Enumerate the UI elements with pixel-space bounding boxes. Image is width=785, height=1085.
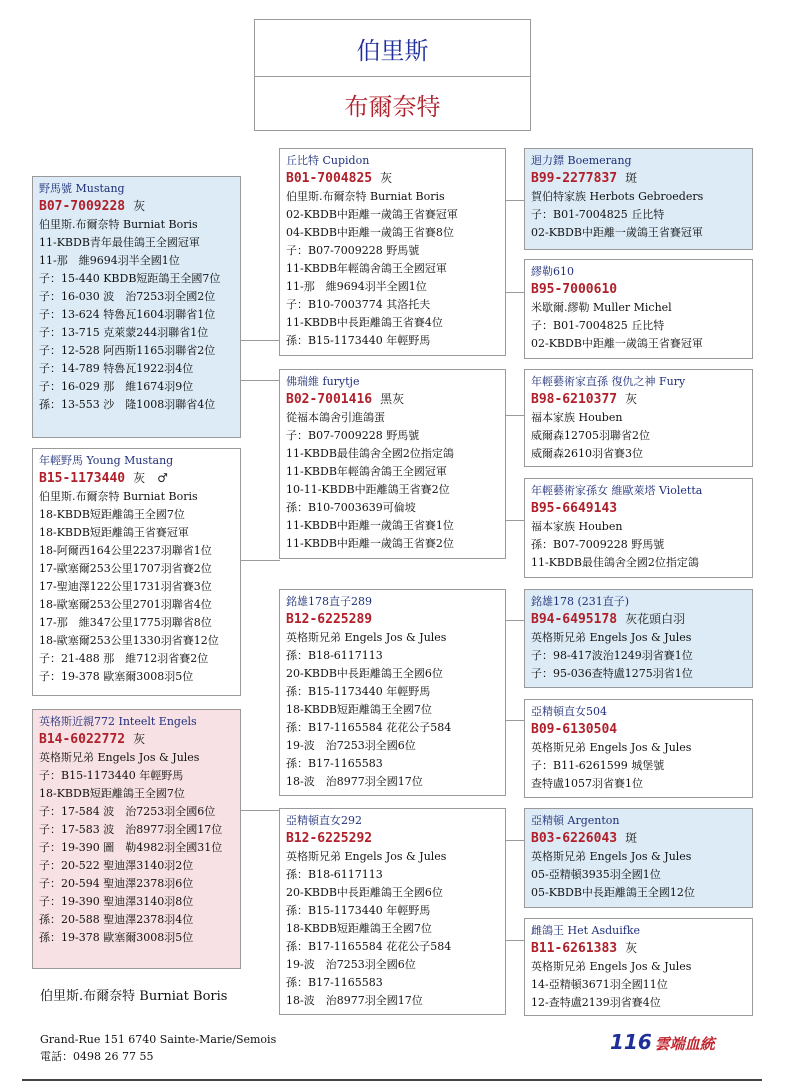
pigeon-ring <box>286 169 500 188</box>
ring-number: B11-6261383 <box>531 941 618 956</box>
info-line: 孫：19-378 歐塞爾3008羽5位 <box>39 931 194 944</box>
connector <box>505 292 525 293</box>
info-line: 17-那 維347公里1775羽聯省8位 <box>39 616 212 629</box>
info-line: 英格斯兄弟 Engels Jos & Jules <box>531 850 692 863</box>
young-mustang-card <box>32 448 241 696</box>
info-line: 11-那 維9694羽半全國1位 <box>39 254 180 267</box>
info-line: 11-KBDB年輕鴿舍鴿王全國冠軍 <box>286 262 447 275</box>
info-line: 孫：B18-6117113 <box>286 868 383 881</box>
info-line: 福本家族 Houben <box>531 411 623 424</box>
info-line: 子：98-417波治1249羽省賽1位 <box>531 649 693 662</box>
pigeon-name: 年輕野馬 Young Mustang <box>39 454 174 467</box>
info-line: 孫：B17-1165583 <box>286 976 383 989</box>
info-line: 子：17-583 波 治8977羽全國17位 <box>39 823 223 836</box>
pigeon-ring <box>531 499 747 518</box>
pigeon-name: 野馬號 Mustang <box>39 182 125 195</box>
pigeon-name: 繆勒610 <box>531 265 574 278</box>
info-line: 子：13-624 特魯瓦1604羽聯省1位 <box>39 308 216 321</box>
info-line: 02-KBDB中距離一歲鴿王省賽冠軍 <box>531 337 703 350</box>
info-line: 子：95-036查特盧1275羽省1位 <box>531 667 693 680</box>
ring-number: B94-6495178 <box>531 612 618 627</box>
info-line: 英格斯兄弟 Engels Jos & Jules <box>531 960 692 973</box>
pigeon-color: 黑灰 <box>380 392 405 406</box>
title-box <box>254 19 531 131</box>
info-line: 威爾森2610羽省賽3位 <box>531 447 643 460</box>
pigeon-color: 灰 <box>133 199 146 213</box>
connector <box>240 340 280 341</box>
ring-number: B12-6225289 <box>286 612 373 627</box>
info-line: 14-亞精頓3671羽全國11位 <box>531 978 668 991</box>
info-line: 18-KBDB短距離鴿王省賽冠軍 <box>39 526 189 539</box>
pigeon-ring <box>39 469 235 488</box>
connector <box>505 840 525 841</box>
info-line: 英格斯兄弟 Engels Jos & Jules <box>286 631 447 644</box>
pigeon-color: 灰 <box>380 171 393 185</box>
info-line: 子：16-029 那 維1674羽9位 <box>39 380 194 393</box>
ring-number: B99-2277837 <box>531 171 618 186</box>
info-line: 子：16-030 波 治7253羽全國2位 <box>39 290 216 303</box>
connector <box>240 810 280 811</box>
pigeon-name: 亞精頓直女292 <box>286 814 362 827</box>
info-line: 17-聖迪澤122公里1731羽省賽3位 <box>39 580 212 593</box>
info-line: 英格斯兄弟 Engels Jos & Jules <box>531 741 692 754</box>
info-line: 20-KBDB中長距離鴿王全國6位 <box>286 667 443 680</box>
ring-number: B14-6022772 <box>39 732 126 747</box>
info-line: 11-KBDB中距離一歲鴿王省賽2位 <box>286 537 454 550</box>
pigeon-ring <box>39 730 235 749</box>
sire-sire-card <box>524 148 753 250</box>
info-line: 福本家族 Houben <box>531 520 623 533</box>
info-line: 子：14-789 特魯瓦1922羽4位 <box>39 362 194 375</box>
info-line: 子：15-440 KBDB短距鴿王全國7位 <box>39 272 221 285</box>
info-line: 11-那 維9694羽半全國1位 <box>286 280 427 293</box>
info-line: 11-KBDB中距離一歲鴿王省賽1位 <box>286 519 454 532</box>
ring-number: B95-7000610 <box>531 282 618 297</box>
info-line: 18-歐塞爾253公里2701羽聯省4位 <box>39 598 212 611</box>
info-line: 子：B15-1173440 年輕野馬 <box>39 769 184 782</box>
logo-number: 116 <box>610 1030 652 1054</box>
footer-divider <box>22 1079 762 1081</box>
info-line: 孫：B17-1165584 花花公子584 <box>286 721 452 734</box>
info-line: 孫：B10-7003639可倫坡 <box>286 501 416 514</box>
info-line: 11-KBDB年輕鴿舍鴿王全國冠軍 <box>286 465 447 478</box>
info-line: 10-11-KBDB中距離鴿王省賽2位 <box>286 483 450 496</box>
pigeon-name: 佛瑞維 furytje <box>286 375 360 388</box>
info-line: 伯里斯.布爾奈特 Burniat Boris <box>39 490 198 503</box>
pigeon-color: 斑 <box>625 171 638 185</box>
info-line: 19-波 治7253羽全國6位 <box>286 739 416 752</box>
maternal-sire-card <box>279 589 506 796</box>
pigeon-name: 迴力鏢 Boemerang <box>531 154 632 167</box>
pigeon-name: 亞精頓直女504 <box>531 705 607 718</box>
info-line: 孫：B15-1173440 年輕野馬 <box>286 334 431 347</box>
sire-card <box>279 148 506 356</box>
title-last-name: 布爾奈特 <box>344 93 441 121</box>
info-line: 子：19-378 歐塞爾3008羽5位 <box>39 670 194 683</box>
ring-number: B98-6210377 <box>531 392 618 407</box>
info-line: 05-KBDB中長距離鴿王全國12位 <box>531 886 695 899</box>
info-line: 11-KBDB中長距離鴿王省賽4位 <box>286 316 443 329</box>
info-line: 米歇爾.繆勒 Muller Michel <box>531 301 672 314</box>
maternal-sire-dam-card <box>524 699 753 798</box>
brand-logo <box>610 1030 715 1054</box>
subject-pigeon-card <box>32 176 241 438</box>
info-line: 05-亞精頓3935羽全國1位 <box>531 868 661 881</box>
maternal-dam-dam-card <box>524 918 753 1016</box>
pigeon-name: 年輕藝術家直孫 復仇之神 Fury <box>531 375 686 388</box>
pigeon-name: 銘雄178直子289 <box>286 595 372 608</box>
pigeon-name: 英格斯近親772 Inteelt Engels <box>39 715 197 728</box>
pigeon-ring <box>531 280 747 299</box>
info-line: 子：12-528 阿西斯1165羽聯省2位 <box>39 344 216 357</box>
title-first-name: 伯里斯 <box>255 20 530 77</box>
pigeon-ring <box>286 390 500 409</box>
pigeon-name: 亞精頓 Argenton <box>531 814 620 827</box>
info-line: 18-阿爾西164公里2237羽聯省1位 <box>39 544 212 557</box>
pigeon-color: 灰花頭白羽 <box>625 612 686 626</box>
ring-number: B95-6649143 <box>531 501 618 516</box>
info-line: 18-KBDB短距離鴿王全國7位 <box>286 703 432 716</box>
pigeon-name: 雌鴿王 Het Asduifke <box>531 924 640 937</box>
address-line: Grand-Rue 151 6740 Sainte-Marie/Semois <box>40 1033 277 1046</box>
info-line: 子：B07-7009228 野馬號 <box>286 429 420 442</box>
info-line: 孫：B15-1173440 年輕野馬 <box>286 685 431 698</box>
info-line: 02-KBDB中距離一歲鴿王省賽冠軍 <box>531 226 703 239</box>
info-line: 威爾森12705羽聯省2位 <box>531 429 650 442</box>
ring-number: B09-6130504 <box>531 722 618 737</box>
ring-number: B07-7009228 <box>39 199 126 214</box>
info-line: 18-歐塞爾253公里1330羽省賽12位 <box>39 634 219 647</box>
owner-name: 伯里斯.布爾奈特 Burniat Boris <box>40 989 228 1004</box>
info-line: 子：17-584 波 治7253羽全國6位 <box>39 805 216 818</box>
info-line: 18-波 治8977羽全國17位 <box>286 775 423 788</box>
pigeon-color: 斑 <box>625 831 638 845</box>
info-line: 子：13-715 克萊蒙244羽聯省1位 <box>39 326 209 339</box>
pigeon-name: 年輕藝術家孫女 維歐萊塔 Violetta <box>531 484 703 497</box>
connector <box>505 520 525 521</box>
info-line: 孫：B17-1165583 <box>286 757 383 770</box>
info-line: 孫：B17-1165584 花花公子584 <box>286 940 452 953</box>
info-line: 子：B07-7009228 野馬號 <box>286 244 420 257</box>
pigeon-ring <box>39 197 235 216</box>
info-line: 孫：B07-7009228 野馬號 <box>531 538 665 551</box>
connector <box>505 720 525 721</box>
info-line: 18-波 治8977羽全國17位 <box>286 994 423 1007</box>
owner-contact <box>40 1031 276 1065</box>
pigeon-ring <box>286 610 500 629</box>
info-line: 子：B10-7003774 其洛托夫 <box>286 298 431 311</box>
info-line: 孫：B18-6117113 <box>286 649 383 662</box>
info-line: 子：B01-7004825 丘比特 <box>531 319 665 332</box>
maternal-dam-parent-card <box>279 808 506 1015</box>
info-line: 孫：13-553 沙 隆1008羽聯省4位 <box>39 398 216 411</box>
pigeon-name: 銘雄178 (231直子) <box>531 595 630 608</box>
dam-sire-card <box>524 369 753 467</box>
info-line: 子：19-390 聖迪澤3140羽8位 <box>39 895 194 908</box>
ring-number: B03-6226043 <box>531 831 618 846</box>
pigeon-ring <box>531 720 747 739</box>
ring-number: B12-6225292 <box>286 831 373 846</box>
info-line: 子：19-390 圖 勒4982羽全國31位 <box>39 841 223 854</box>
info-line: 子：20-594 聖迪澤2378羽6位 <box>39 877 194 890</box>
info-line: 17-歐塞爾253公里1707羽省賽2位 <box>39 562 212 575</box>
connector <box>505 620 525 621</box>
info-line: 英格斯兄弟 Engels Jos & Jules <box>39 751 200 764</box>
sire-dam-card <box>524 259 753 359</box>
pigeon-ring <box>286 829 500 848</box>
pigeon-ring <box>531 939 747 958</box>
info-line: 18-KBDB短距離鴿王全國7位 <box>286 922 432 935</box>
maternal-sire-sire-card <box>524 589 753 688</box>
info-line: 查特盧1057羽省賽1位 <box>531 777 643 790</box>
maternal-dam-card <box>32 709 241 969</box>
phone-line: 電話：0498 26 77 55 <box>40 1050 154 1063</box>
pigeon-color: 灰 ♂ <box>133 471 168 485</box>
dam-dam-card <box>524 478 753 578</box>
info-line: 子：B11-6261599 城堡號 <box>531 759 665 772</box>
dam-card <box>279 369 506 559</box>
connector <box>240 560 280 561</box>
info-line: 18-KBDB短距離鴿王全國7位 <box>39 787 185 800</box>
ring-number: B15-1173440 <box>39 471 126 486</box>
info-line: 伯里斯.布爾奈特 Burniat Boris <box>39 218 198 231</box>
ring-number: B01-7004825 <box>286 171 373 186</box>
pigeon-ring <box>531 169 747 188</box>
pigeon-ring <box>531 390 747 409</box>
pigeon-ring <box>531 610 747 629</box>
connector <box>505 200 525 201</box>
info-line: 伯里斯.布爾奈特 Burniat Boris <box>286 190 445 203</box>
info-line: 20-KBDB中長距離鴿王全國6位 <box>286 886 443 899</box>
connector <box>505 415 525 416</box>
info-line: 英格斯兄弟 Engels Jos & Jules <box>531 631 692 644</box>
info-line: 02-KBDB中距離一歲鴿王省賽冠軍 <box>286 208 458 221</box>
connector <box>240 380 280 381</box>
info-line: 孫：20-588 聖迪澤2378羽4位 <box>39 913 194 926</box>
info-line: 賀伯特家族 Herbots Gebroeders <box>531 190 704 203</box>
maternal-dam-sire-card <box>524 808 753 908</box>
info-line: 子：20-522 聖迪澤3140羽2位 <box>39 859 194 872</box>
info-line: 11-KBDB最佳鴿舍全國2位指定鴿 <box>531 556 699 569</box>
info-line: 11-KBDB最佳鴿舍全國2位指定鴿 <box>286 447 454 460</box>
ring-number: B02-7001416 <box>286 392 373 407</box>
info-line: 04-KBDB中距離一歲鴿王省賽8位 <box>286 226 454 239</box>
logo-text: 雲端血統 <box>654 1035 715 1053</box>
pigeon-name: 丘比特 Cupidon <box>286 154 370 167</box>
info-line: 11-KBDB青年最佳鴿王全國冠軍 <box>39 236 200 249</box>
info-line: 18-KBDB短距離鴿王全國7位 <box>39 508 185 521</box>
info-line: 子：B01-7004825 丘比特 <box>531 208 665 221</box>
info-line: 12-查特盧2139羽省賽4位 <box>531 996 661 1009</box>
info-line: 從福本鴿舍引進鴿蛋 <box>286 411 385 424</box>
pigeon-color: 灰 <box>625 392 638 406</box>
info-line: 19-波 治7253羽全國6位 <box>286 958 416 971</box>
connector <box>505 940 525 941</box>
info-line: 英格斯兄弟 Engels Jos & Jules <box>286 850 447 863</box>
pigeon-ring <box>531 829 747 848</box>
info-line: 孫：B15-1173440 年輕野馬 <box>286 904 431 917</box>
pigeon-color: 灰 <box>133 732 146 746</box>
info-line: 子：21-488 那 維712羽省賽2位 <box>39 652 209 665</box>
pigeon-color: 灰 <box>625 941 638 955</box>
